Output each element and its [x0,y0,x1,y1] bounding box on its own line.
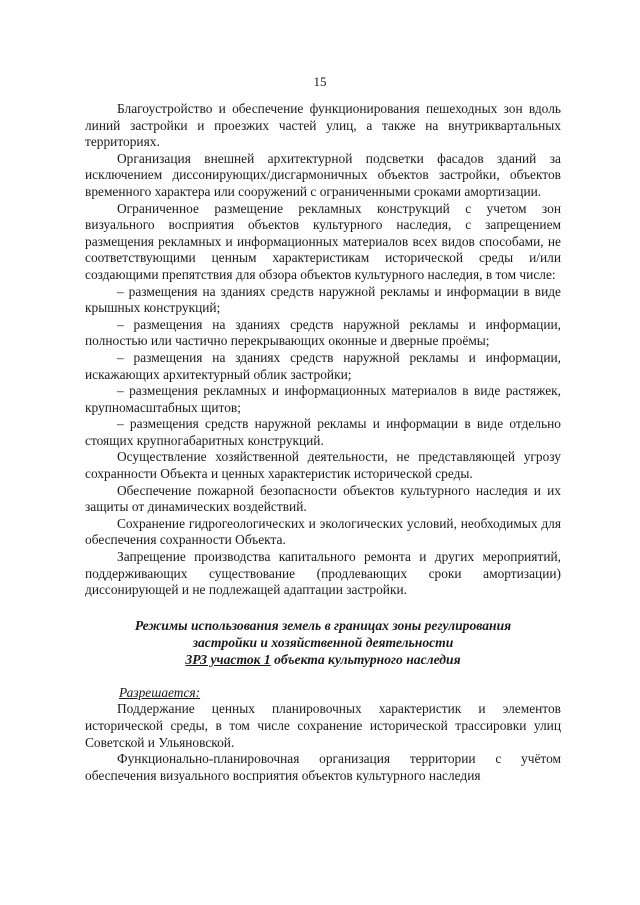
list-item: – размещения на зданиях средств наружной рекламы и информации, искажающих архитектурный облик застройки; [85,349,561,382]
paragraph: Обеспечение пожарной безопасности объектов культурного наследия и их защиты от динамических воздействий. [85,482,561,515]
heading-line: Режимы использования земель в границах зоны регулирования [134,617,512,633]
paragraph: Организация внешней архитектурной подсветки фасадов зданий за исключением диссонирующих/дисгармоничных объектов застройки, объектов временного характера или сооружений с ограниченными сроками амортизации. [85,150,561,199]
document-body [85,101,561,784]
paragraph: Поддержание ценных планировочных характеристик и элементов исторической среды, в том числе сохранение исторической трассировки улиц Советской и Ульяновской. [85,701,561,750]
list-item: – размещения рекламных и информационных материалов в виде растяжек, крупномасштабных щитов; [85,383,561,415]
zone-label: ЗРЗ участок 1 [185,651,271,667]
heading-line: застройки и хозяйственной деятельности [192,634,454,650]
section-heading [85,617,561,668]
heading-line [85,651,561,668]
paragraph: Сохранение гидрогеологических и экологических условий, необходимых для обеспечения сохранности Объекта. [85,515,561,548]
paragraph: Запрещение производства капитального ремонта и других мероприятий, поддерживающих существование (продлевающих сроки амортизации) диссонирующей и не подлежащей адаптации застройки. [85,549,561,598]
paragraph: Ограниченное размещение рекламных конструкций с учетом зон визуального восприятия объектов культурного наследия, с запрещением размещения рекламных и информационных материалов всех видов способами, не соответствующими ценным характеристикам исторической среды и/или создающими препятствия для обзора объектов культурного наследия, в том числе: [85,200,561,282]
paragraph: Осуществление хозяйственной деятельности, не представляющей угрозу сохранности Объекта и ценных характеристик исторической среды. [85,449,561,482]
list-item: – размещения на зданиях средств наружной рекламы и информации, полностью или частично перекрывающих оконные и дверные проёмы; [85,316,561,349]
allowed-label: Разрешается: [119,684,201,700]
heading-line-rest: объекта культурного наследия [270,651,461,667]
list-item: – размещения средств наружной рекламы и информации в виде отдельно стоящих крупногабаритных конструкций. [85,416,561,448]
paragraph: Функционально-планировочная организация территории с учётом обеспечения визуального восприятия объектов культурного наследия [85,751,561,783]
list-item: – размещения на зданиях средств наружной рекламы и информации в виде крышных конструкций; [85,283,561,316]
page-number: 15 [313,74,327,89]
paragraph: Благоустройство и обеспечение функционирования пешеходных зон вдоль линий застройки и проезжих частей улиц, а также на внутриквартальных территориях. [85,101,561,150]
